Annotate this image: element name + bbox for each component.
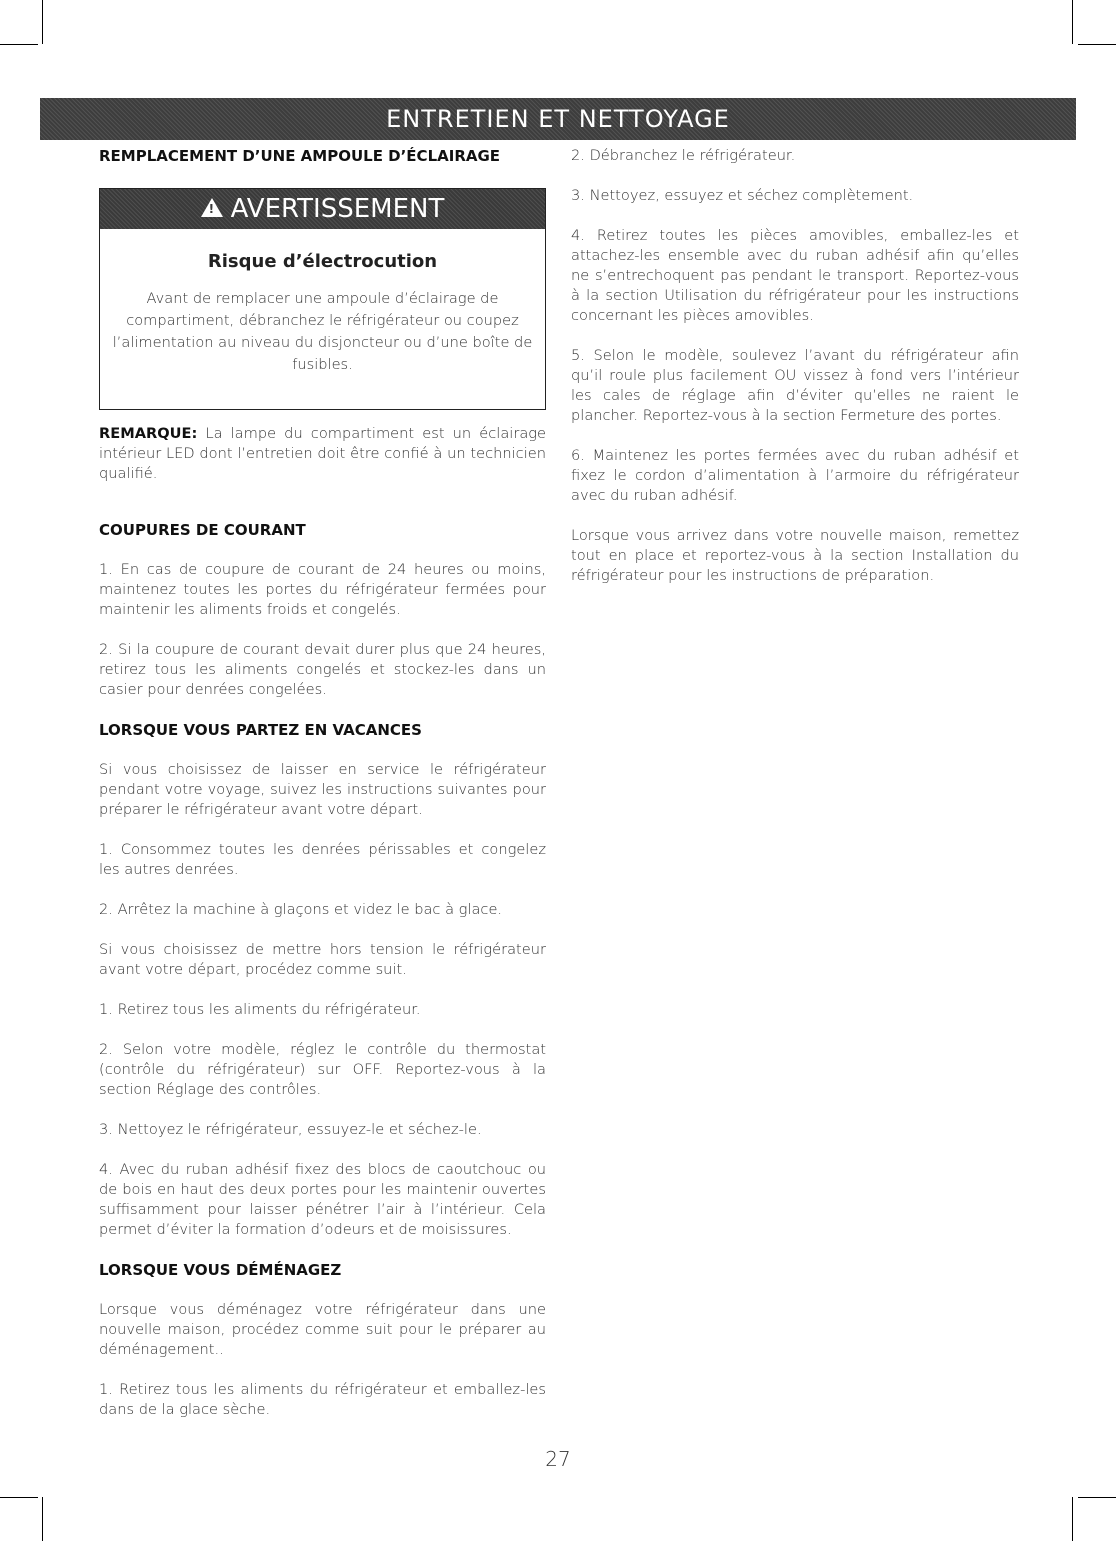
paragraph: 1. En cas de coupure de courant de 24 heures ou moins, maintenez toutes les portes du réfrigérateur fermées pour maintenir les aliments froids et congelés. xyxy=(99,561,546,618)
warning-body: Avant de remplacer une ampoule d’éclairage de compartiment, débranchez le réfrigérateur ou coupez l’alimentation au niveau du disjoncteur ou d’une boîte de fusibles. xyxy=(112,290,533,373)
paragraph: 2. Débranchez le réfrigérateur. xyxy=(571,147,796,164)
paragraph: 6. Maintenez les portes fermées avec du ruban adhésif et fixez le cordon d’alimentation à l’armoire du réfrigérateur avec du ruban adhésif. xyxy=(571,447,1019,504)
remarque-label: REMARQUE: xyxy=(99,425,198,442)
crop-mark xyxy=(1078,1497,1116,1498)
paragraph: 3. Nettoyez le réfrigérateur, essuyez-le et séchez-le. xyxy=(99,1121,482,1138)
crop-mark xyxy=(42,1497,43,1541)
warning-header xyxy=(100,189,545,229)
warning-box xyxy=(99,188,546,410)
crop-mark xyxy=(0,1497,38,1498)
paragraph: Lorsque vous arrivez dans votre nouvelle maison, remettez tout en place et reportez-vous à la section Installation du réfrigérateur pour les instructions de préparation. xyxy=(571,527,1019,584)
left-column xyxy=(99,146,546,1440)
paragraph: 1. Consommez toutes les denrées périssables et congelez les autres denrées. xyxy=(99,841,546,878)
warning-label: AVERTISSEMENT xyxy=(230,194,445,224)
paragraph: 1. Retirez tous les aliments du réfrigérateur et emballez-les dans de la glace sèche. xyxy=(99,1381,546,1418)
section-banner: ENTRETIEN ET NETTOYAGE xyxy=(40,98,1076,140)
crop-mark xyxy=(1078,44,1116,45)
warning-title: Risque d’électrocution xyxy=(207,251,438,272)
paragraph: 1. Retirez tous les aliments du réfrigérateur. xyxy=(99,1001,421,1018)
crop-mark xyxy=(42,0,43,44)
remarque-paragraph xyxy=(99,424,546,484)
paragraph: 2. Si la coupure de courant devait durer plus que 24 heures, retirez tous les aliments congelés et stockez-les dans un casier pour denrées congelées. xyxy=(99,641,546,698)
paragraph: Si vous choisissez de mettre hors tension le réfrigérateur avant votre départ, procédez comme suit. xyxy=(99,941,546,978)
paragraph: 2. Selon votre modèle, réglez le contrôle du thermostat (contrôle du réfrigérateur) sur OFF. Reportez-vous à la section Réglage des contrôles. xyxy=(99,1041,546,1098)
right-column xyxy=(571,146,1019,606)
paragraph: 4. Retirez toutes les pièces amovibles, emballez-les et attachez-les ensemble avec du ruban adhésif afin qu’elles ne s’entrechoquent pas pendant le transport. Reportez-vous à la section Utilisation du réfrigérateur pour les instructions concernant les pièces amovibles. xyxy=(571,227,1019,324)
paragraph: Lorsque vous déménagez votre réfrigérateur dans une nouvelle maison, procédez comme suit pour le préparer au déménagement.. xyxy=(99,1301,546,1358)
warning-triangle-icon xyxy=(201,198,223,217)
paragraph: 4. Avec du ruban adhésif fixez des blocs de caoutchouc ou de bois en haut des deux portes pour les maintenir ouvertes suffisamment pour laisser pénétrer l’air à l’intérieur. Cela permet d’éviter la formation d’odeurs et de moisissures. xyxy=(99,1161,546,1238)
page-number: 27 xyxy=(545,1447,571,1471)
crop-mark xyxy=(1072,1497,1073,1541)
paragraph: 5. Selon le modèle, soulevez l’avant du réfrigérateur afin qu’il roule plus facilement OU vissez à fond vers l’intérieur les cales de réglage afin d’éviter qu’elles ne raient le plancher. Reportez-vous à la section Fermeture des portes. xyxy=(571,347,1019,424)
crop-mark xyxy=(1072,0,1073,44)
section-title-bulb: REMPLACEMENT D’UNE AMPOULE D’ÉCLAIRAGE xyxy=(99,147,501,165)
paragraph: 2. Arrêtez la machine à glaçons et videz le bac à glace. xyxy=(99,901,503,918)
section-title-power-outage: COUPURES DE COURANT xyxy=(99,521,306,539)
section-title-vacation: LORSQUE VOUS PARTEZ EN VACANCES xyxy=(99,721,422,739)
crop-mark xyxy=(0,44,38,45)
remarque-text: La lampe du compartiment est un éclairage intérieur LED dont l’entretien doit être confié à un technicien qualifié. xyxy=(99,425,546,482)
paragraph: Si vous choisissez de laisser en service le réfrigérateur pendant votre voyage, suivez les instructions suivantes pour préparer le réfrigérateur avant votre départ. xyxy=(99,761,546,818)
section-title-moving: LORSQUE VOUS DÉMÉNAGEZ xyxy=(99,1261,342,1279)
paragraph: 3. Nettoyez, essuyez et séchez complètement. xyxy=(571,187,914,204)
